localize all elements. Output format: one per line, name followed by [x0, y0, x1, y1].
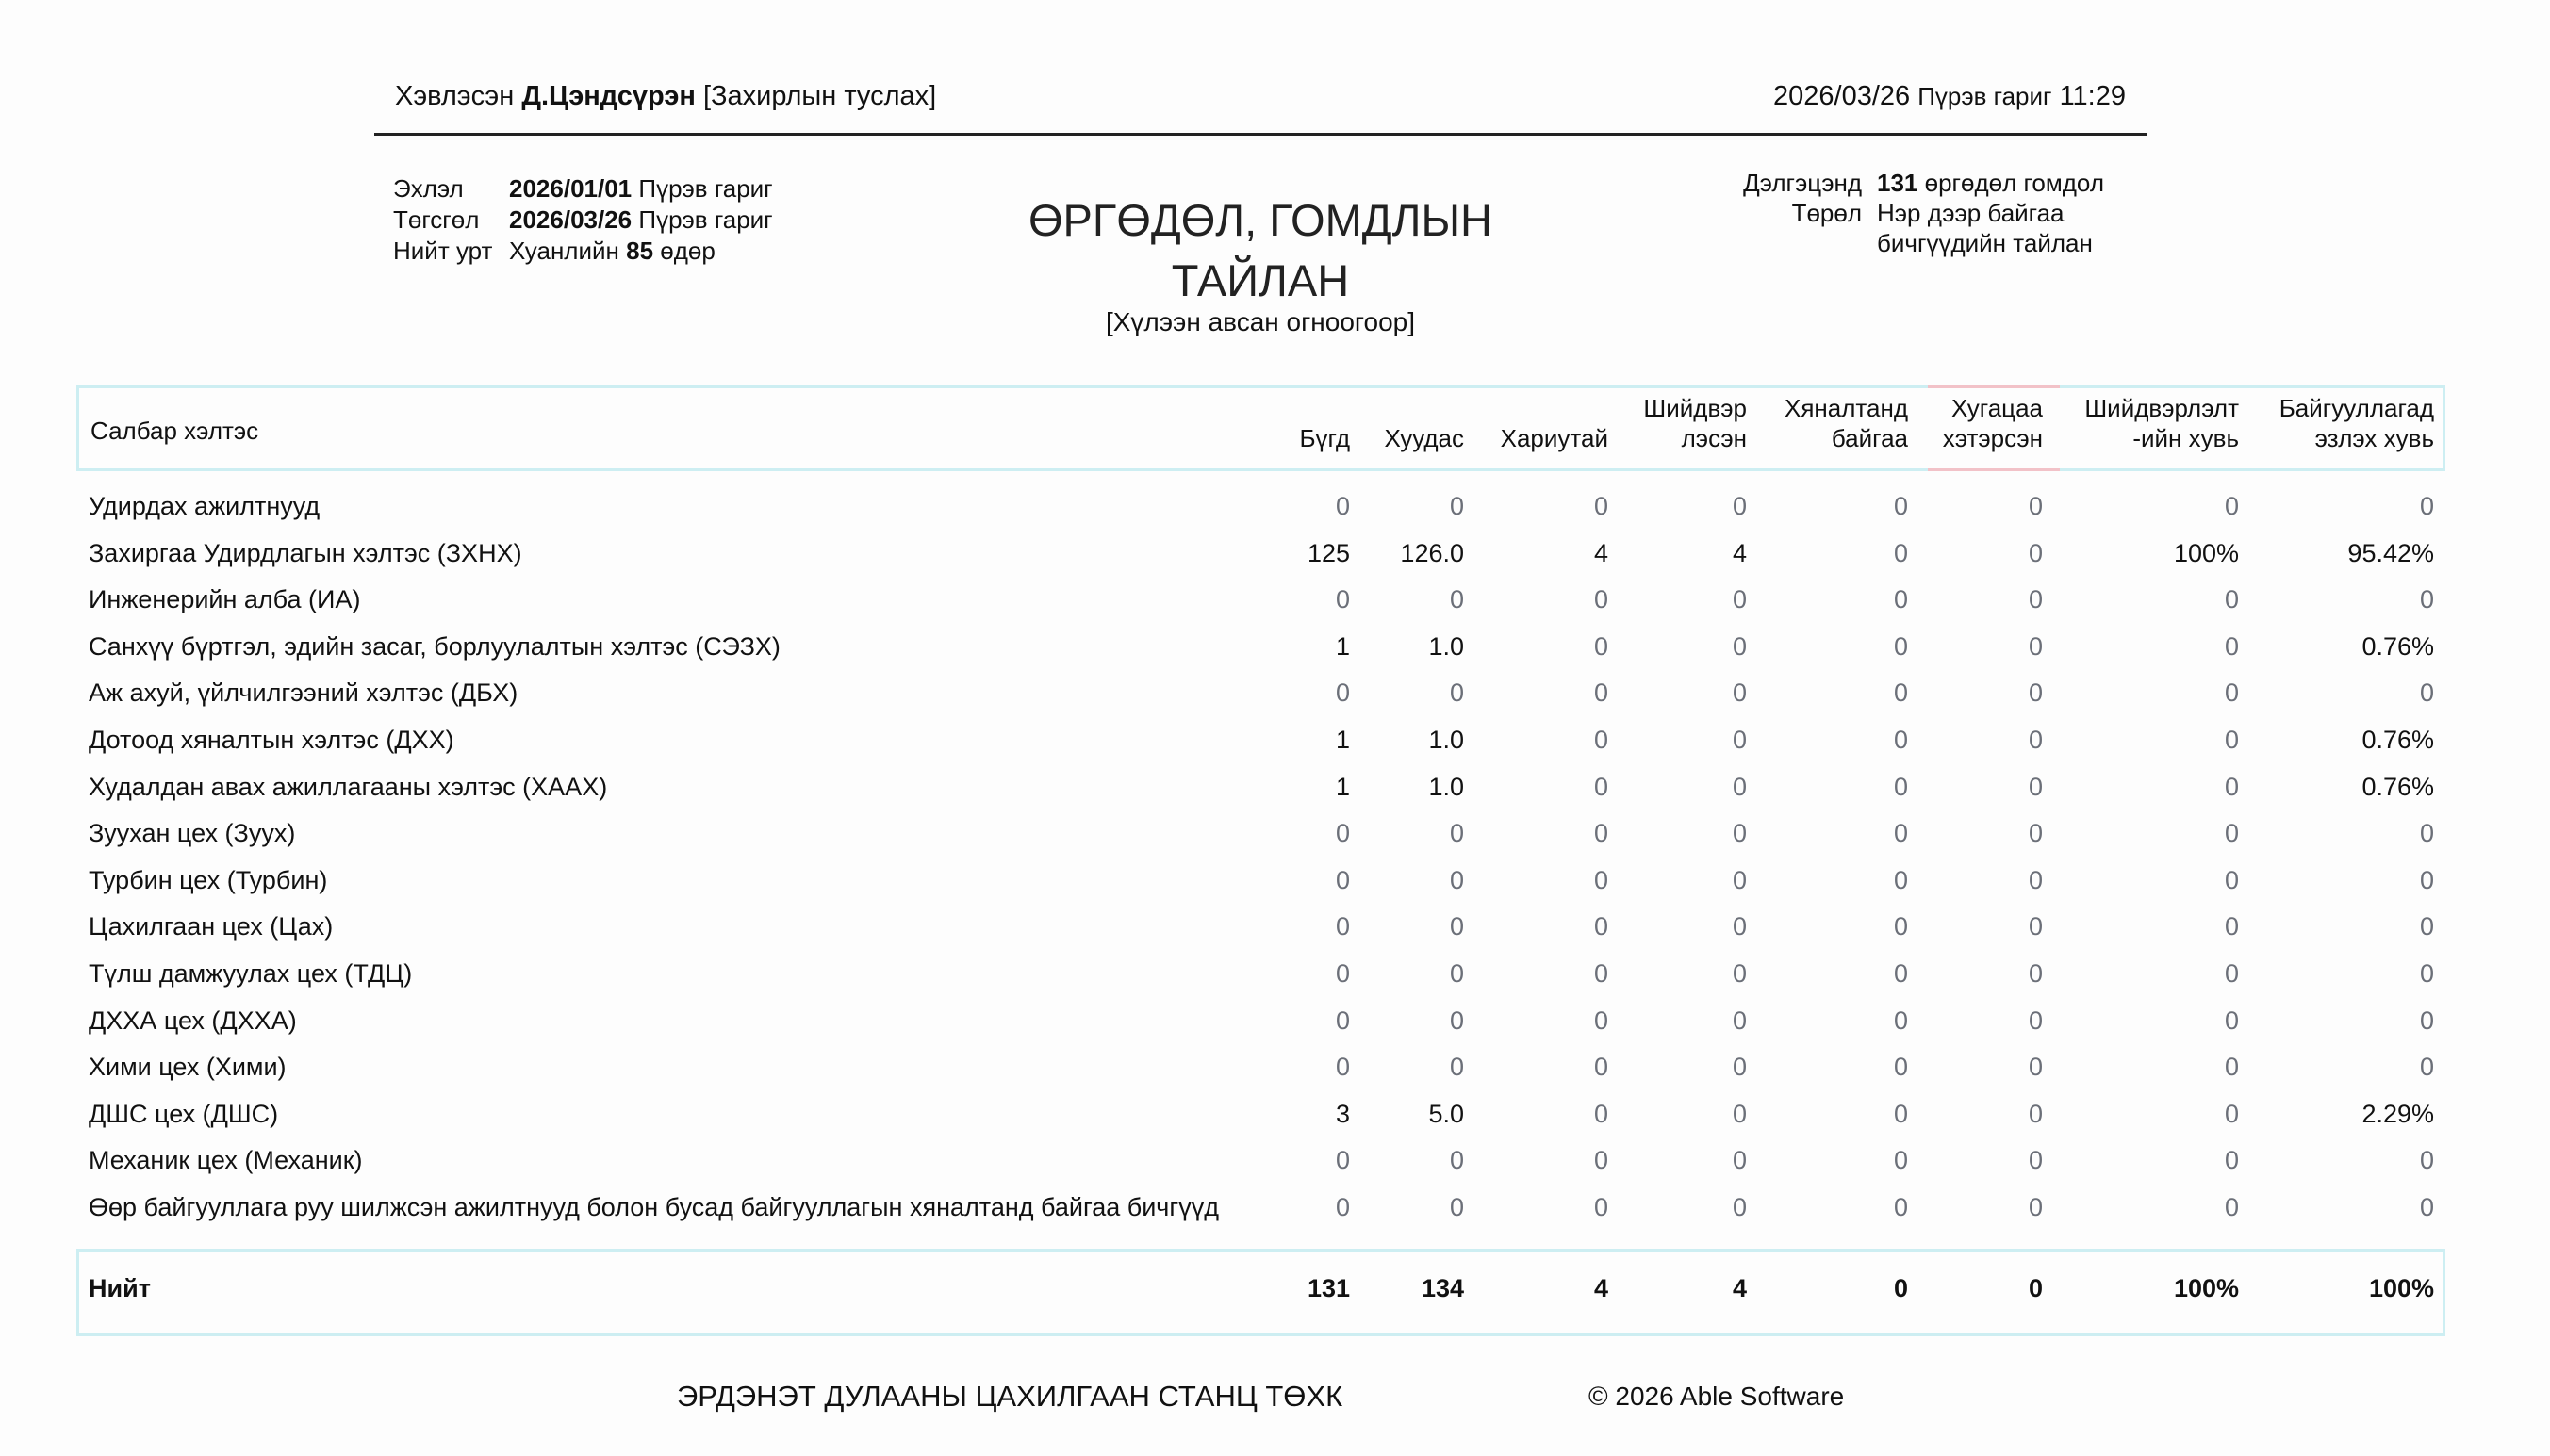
table-row: [0, 679, 2550, 716]
column-header-line2: лэсэн: [1681, 424, 1747, 452]
cell-resolution-rate: 0: [2224, 959, 2239, 988]
column-header-line1: Хяналтанд: [1784, 394, 1908, 422]
cell-total: 1: [1335, 631, 1350, 661]
department-name: Түлш дамжуулах цех (ТДЦ): [89, 959, 413, 988]
table-row: [0, 585, 2550, 623]
cell-resolution-rate: 100%: [2173, 1274, 2239, 1302]
cell-answered: 0: [1593, 1146, 1608, 1175]
cell-overdue: 0: [2028, 726, 2043, 754]
cell-answered: 0: [1593, 1099, 1608, 1128]
cell-under-review: 0: [1893, 631, 1908, 661]
type-line2: бичгүүдийн тайлан: [1877, 229, 2093, 257]
table-row: [0, 539, 2550, 577]
cell-pages: 0: [1449, 1193, 1464, 1221]
cell-under-review: 0: [1893, 959, 1908, 988]
cell-org-share: 0: [2419, 585, 2434, 614]
cell-overdue: 0: [2028, 819, 2043, 848]
cell-under-review: 0: [1893, 679, 1908, 708]
cell-under-review: 0: [1893, 1006, 1908, 1035]
cell-total: 0: [1335, 492, 1350, 520]
cell-answered: 0: [1593, 631, 1608, 661]
print-weekday: Пүрэв гариг: [1917, 82, 2052, 110]
cell-under-review: 0: [1893, 1193, 1908, 1221]
cell-answered: 0: [1593, 772, 1608, 801]
cell-resolution-rate: 0: [2224, 865, 2239, 894]
cell-resolved: 0: [1732, 1006, 1747, 1035]
overdue-column-marker: [1928, 385, 2060, 388]
cell-answered: 0: [1593, 819, 1608, 848]
print-date: 2026/03/26: [1773, 81, 1911, 111]
cell-resolved: 0: [1732, 631, 1747, 661]
printed-label: Хэвлэсэн: [395, 81, 515, 111]
cell-resolution-rate: 0: [2224, 631, 2239, 661]
cell-answered: 0: [1593, 679, 1608, 708]
cell-answered: 0: [1593, 726, 1608, 754]
start-date: 2026/01/01: [509, 174, 633, 203]
column-header-line2: -ийн хувь: [2132, 424, 2239, 452]
printed-by: [395, 81, 936, 112]
column-header-line2: эзлэх хувь: [2314, 424, 2434, 452]
cell-resolved: 0: [1732, 865, 1747, 894]
cell-org-share: 95.42%: [2347, 538, 2434, 567]
cell-resolution-rate: 0: [2224, 1146, 2239, 1175]
total-row: [0, 1274, 2550, 1312]
cell-pages: 5.0: [1428, 1099, 1464, 1128]
table-row: [0, 819, 2550, 857]
column-header-department: [90, 416, 258, 476]
department-name: Захиргаа Удирдлагын хэлтэс (ЗХНХ): [89, 538, 522, 567]
department-name: Турбин цех (Турбин): [89, 865, 328, 894]
footer-organization: ЭРДЭНЭТ ДУЛААНЫ ЦАХИЛГААН СТАНЦ ТӨХК: [677, 1380, 1343, 1413]
department-name: Санхүү бүртгэл, эдийн засаг, борлуулалтын хэлтэс (СЭЗХ): [89, 631, 781, 661]
period-info: [393, 173, 773, 267]
cell-total: 0: [1335, 819, 1350, 848]
cell-answered: 0: [1593, 1006, 1608, 1035]
cell-resolution-rate: 0: [2224, 585, 2239, 614]
cell-resolved: 0: [1732, 819, 1747, 848]
table-row: [0, 959, 2550, 997]
duration-label: Нийт урт: [393, 237, 493, 265]
duration-suffix: өдөр: [660, 237, 716, 265]
cell-pages: 0: [1449, 492, 1464, 520]
column-header-line1: Шийдвэр: [1643, 394, 1747, 422]
table-row: [0, 492, 2550, 530]
report-title: [883, 190, 1637, 311]
cell-resolved: 0: [1732, 1053, 1747, 1082]
screen-value: [1877, 168, 2104, 198]
cell-total: 0: [1335, 959, 1350, 988]
printed-role: [Захирлын туслах]: [702, 81, 937, 111]
cell-org-share: 0.76%: [2361, 726, 2434, 754]
department-name: Механик цех (Механик): [89, 1146, 363, 1175]
cell-pages: 1.0: [1428, 726, 1464, 754]
cell-under-review: 0: [1893, 865, 1908, 894]
table-row: [0, 726, 2550, 763]
column-header-line2: Хариутай: [1500, 424, 1608, 452]
start-weekday: Пүрэв гариг: [638, 174, 773, 203]
cell-under-review: 0: [1893, 726, 1908, 754]
summary-info: [1603, 168, 2168, 262]
screen-label: Дэлгэцэнд: [1743, 169, 1862, 197]
cell-org-share: 0: [2419, 912, 2434, 941]
cell-total: 131: [1307, 1274, 1350, 1302]
cell-total: 0: [1335, 1193, 1350, 1221]
cell-under-review: 0: [1893, 585, 1908, 614]
cell-under-review: 0: [1893, 912, 1908, 941]
cell-resolution-rate: 0: [2224, 912, 2239, 941]
cell-resolved: 4: [1732, 538, 1747, 567]
cell-org-share: 2.29%: [2361, 1099, 2434, 1128]
cell-org-share: 0: [2419, 819, 2434, 848]
column-header-line1: Хугацаа: [1951, 394, 2043, 422]
cell-total: 0: [1335, 1053, 1350, 1082]
duration-prefix: Хуанлийн: [509, 237, 619, 265]
cell-answered: 4: [1593, 1274, 1608, 1302]
department-name: Аж ахуй, үйлчилгээний хэлтэс (ДБХ): [89, 679, 518, 708]
cell-total: 1: [1335, 726, 1350, 754]
cell-answered: 4: [1593, 538, 1608, 567]
department-name: Худалдан авах ажиллагааны хэлтэс (ХААХ): [89, 772, 608, 801]
cell-resolved: 0: [1732, 1146, 1747, 1175]
cell-org-share: 0: [2419, 1146, 2434, 1175]
cell-org-share: 0: [2419, 492, 2434, 520]
department-name: ДХХА цех (ДХХА): [89, 1006, 297, 1035]
cell-org-share: 0: [2419, 679, 2434, 708]
end-row: [393, 204, 773, 236]
cell-total: 0: [1335, 865, 1350, 894]
department-name: Цахилгаан цех (Цах): [89, 912, 334, 941]
cell-pages: 0: [1449, 679, 1464, 708]
department-name: ДШС цех (ДШС): [89, 1099, 279, 1128]
table-row: [0, 773, 2550, 810]
cell-pages: 0: [1449, 585, 1464, 614]
cell-pages: 1.0: [1428, 772, 1464, 801]
cell-resolved: 0: [1732, 912, 1747, 941]
cell-overdue: 0: [2028, 538, 2043, 567]
cell-resolved: 0: [1732, 679, 1747, 708]
cell-total: 3: [1335, 1099, 1350, 1128]
footer-copyright: © 2026 Able Software: [1588, 1382, 1845, 1411]
cell-pages: 1.0: [1428, 631, 1464, 661]
cell-overdue: 0: [2028, 1053, 2043, 1082]
department-name: Өөр байгууллага руу шилжсэн ажилтнууд болон бусад байгууллагын хяналтанд байгаа бичгүүд: [89, 1193, 1219, 1221]
cell-answered: 0: [1593, 912, 1608, 941]
cell-answered: 0: [1593, 1053, 1608, 1082]
cell-resolution-rate: 0: [2224, 1099, 2239, 1128]
cell-resolved: 0: [1732, 585, 1747, 614]
cell-pages: 0: [1449, 865, 1464, 894]
cell-answered: 0: [1593, 865, 1608, 894]
cell-pages: 0: [1449, 819, 1464, 848]
cell-resolution-rate: 0: [2224, 492, 2239, 520]
table-row: [0, 1100, 2550, 1137]
printed-by-name: Д.Цэндсүрэн: [521, 81, 696, 111]
cell-pages: 0: [1449, 959, 1464, 988]
start-label: Эхлэл: [393, 174, 464, 203]
cell-org-share: 0.76%: [2361, 772, 2434, 801]
table-row: [0, 912, 2550, 950]
screen-count: 131: [1877, 169, 1918, 197]
cell-answered: 0: [1593, 959, 1608, 988]
cell-under-review: 0: [1893, 492, 1908, 520]
column-header-line2: Хуудас: [1384, 424, 1464, 452]
cell-total: 0: [1335, 679, 1350, 708]
cell-answered: 0: [1593, 585, 1608, 614]
cell-under-review: 0: [1893, 819, 1908, 848]
screen-suffix: өргөдөл гомдол: [1924, 169, 2104, 197]
cell-answered: 0: [1593, 1193, 1608, 1221]
end-date: 2026/03/26: [509, 205, 633, 234]
cell-org-share: 100%: [2368, 1274, 2434, 1302]
cell-total: 1: [1335, 772, 1350, 801]
table-row: [0, 1146, 2550, 1184]
cell-pages: 0: [1449, 1146, 1464, 1175]
cell-org-share: 0: [2419, 1006, 2434, 1035]
cell-pages: 126.0: [1400, 538, 1464, 567]
cell-org-share: 0: [2419, 1053, 2434, 1082]
cell-overdue: 0: [2028, 1099, 2043, 1128]
cell-overdue: 0: [2028, 492, 2043, 520]
cell-pages: 0: [1449, 1053, 1464, 1082]
table-row: [0, 632, 2550, 670]
cell-overdue: 0: [2028, 679, 2043, 708]
print-time: 11:29: [2059, 81, 2126, 111]
cell-overdue: 0: [2028, 1006, 2043, 1035]
report-subtitle: [Хүлээн авсан огноогоор]: [1105, 307, 1416, 336]
cell-resolution-rate: 0: [2224, 1006, 2239, 1035]
cell-org-share: 0: [2419, 1193, 2434, 1221]
column-header-line2: [90, 446, 258, 476]
column-header-line1: Байгууллагад: [2279, 394, 2434, 422]
cell-under-review: 0: [1893, 1053, 1908, 1082]
department-name: Зуухан цех (Зуух): [89, 819, 296, 848]
column-header-org-share: [2198, 393, 2434, 453]
cell-answered: 0: [1593, 492, 1608, 520]
department-name: Хими цех (Хими): [89, 1053, 287, 1082]
table-row: [0, 1193, 2550, 1231]
cell-under-review: 0: [1893, 1146, 1908, 1175]
cell-total: 0: [1335, 1006, 1350, 1035]
cell-resolved: 0: [1732, 772, 1747, 801]
header-divider: [374, 133, 2147, 136]
cell-under-review: 0: [1893, 1099, 1908, 1128]
print-datetime: [1773, 81, 2126, 112]
cell-pages: 134: [1421, 1274, 1464, 1302]
column-header-line2: Бүгд: [1299, 424, 1350, 452]
cell-org-share: 0: [2419, 959, 2434, 988]
cell-resolved: 4: [1732, 1274, 1747, 1302]
title-line1: ӨРГӨДӨЛ, ГОМДЛЫН: [1028, 195, 1492, 245]
cell-under-review: 0: [1893, 1274, 1908, 1302]
column-header-line1: Шийдвэрлэлт: [2084, 394, 2239, 422]
cell-org-share: 0.76%: [2361, 631, 2434, 661]
cell-overdue: 0: [2028, 1146, 2043, 1175]
cell-resolved: 0: [1732, 1099, 1747, 1128]
table-row: [0, 1053, 2550, 1090]
cell-overdue: 0: [2028, 912, 2043, 941]
department-name: Удирдах ажилтнууд: [89, 492, 321, 520]
cell-total: 0: [1335, 585, 1350, 614]
cell-overdue: 0: [2028, 772, 2043, 801]
column-header-line1: Салбар хэлтэс: [90, 417, 259, 445]
cell-overdue: 0: [2028, 1193, 2043, 1221]
cell-overdue: 0: [2028, 631, 2043, 661]
cell-resolution-rate: 0: [2224, 819, 2239, 848]
cell-overdue: 0: [2028, 1274, 2043, 1302]
column-header-line2: хэтэрсэн: [1942, 424, 2043, 452]
cell-overdue: 0: [2028, 865, 2043, 894]
cell-resolution-rate: 0: [2224, 679, 2239, 708]
title-line2: ТАЙЛАН: [1171, 255, 1350, 305]
cell-resolution-rate: 0: [2224, 726, 2239, 754]
cell-total: 125: [1307, 538, 1350, 567]
cell-total: 0: [1335, 1146, 1350, 1175]
type-label: Төрөл: [1791, 199, 1862, 227]
department-name: Инженерийн алба (ИА): [89, 585, 361, 614]
cell-pages: 0: [1449, 1006, 1464, 1035]
cell-under-review: 0: [1893, 772, 1908, 801]
end-label: Төгсгөл: [393, 205, 480, 234]
cell-resolution-rate: 100%: [2173, 538, 2239, 567]
duration-days: 85: [626, 237, 654, 265]
table-row: [0, 866, 2550, 904]
cell-under-review: 0: [1893, 538, 1908, 567]
department-name: Дотоод хяналтын хэлтэс (ДХХ): [89, 726, 454, 754]
cell-resolution-rate: 0: [2224, 772, 2239, 801]
cell-overdue: 0: [2028, 959, 2043, 988]
table-row: [0, 1006, 2550, 1044]
cell-resolution-rate: 0: [2224, 1193, 2239, 1221]
start-row: [393, 173, 773, 204]
cell-resolved: 0: [1732, 1193, 1747, 1221]
end-weekday: Пүрэв гариг: [638, 205, 773, 234]
department-name: Нийт: [89, 1274, 151, 1302]
cell-pages: 0: [1449, 912, 1464, 941]
cell-org-share: 0: [2419, 865, 2434, 894]
cell-resolved: 0: [1732, 726, 1747, 754]
cell-overdue: 0: [2028, 585, 2043, 614]
cell-resolved: 0: [1732, 492, 1747, 520]
overdue-column-marker: [1928, 468, 2060, 471]
cell-resolution-rate: 0: [2224, 1053, 2239, 1082]
column-header-line2: байгаа: [1831, 424, 1908, 452]
duration-row: [393, 236, 773, 267]
cell-resolved: 0: [1732, 959, 1747, 988]
cell-total: 0: [1335, 912, 1350, 941]
type-line1: Нэр дээр байгаа: [1877, 199, 2065, 227]
